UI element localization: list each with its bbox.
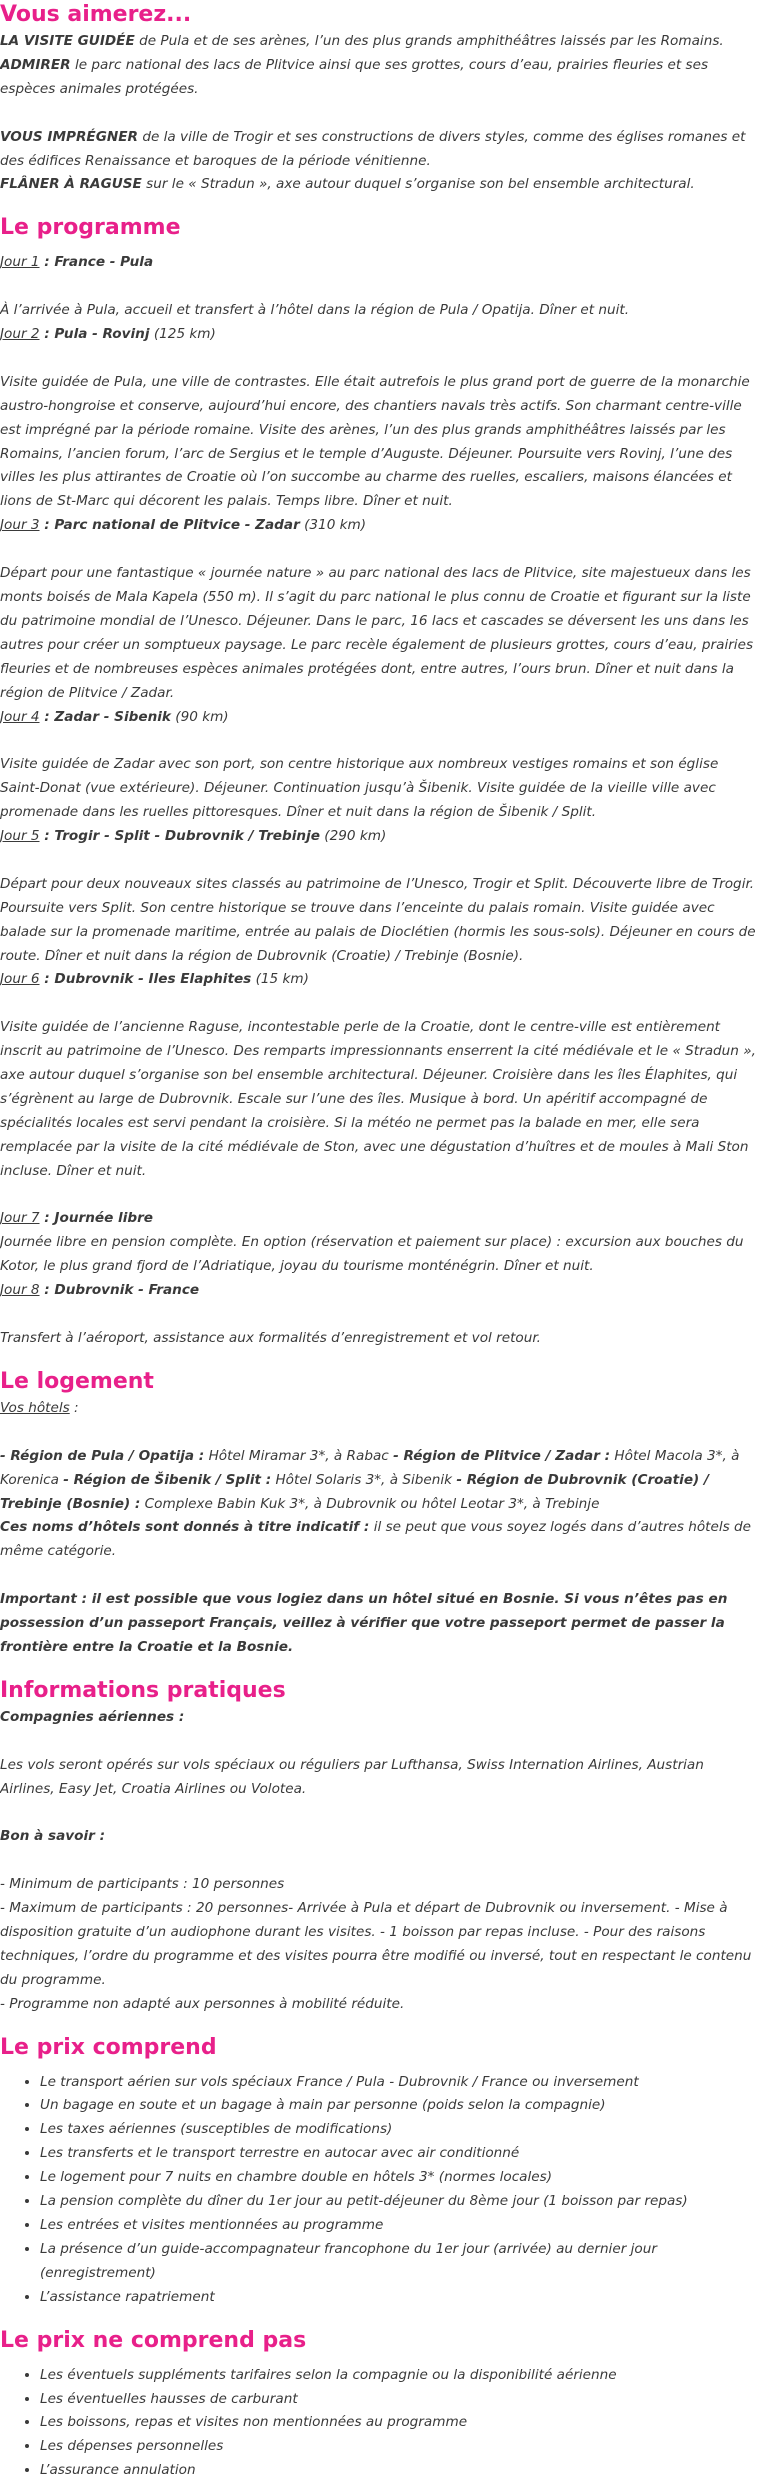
- day-text: Transfert à l’aéroport, assistance aux formalités d’enregistrement et vol retour.: [0, 1329, 541, 1346]
- day-text: Départ pour une fantastique « journée nature » au parc national des lacs de Plitvice, site majestueux dans les monts boisés de Mala Kapela (550 m). Il s’agit du parc national le plus connu de Croatie et figurant sur la liste du patrimoine mondial de l’Unesco. Déjeuner. Dans le parc, 16 lacs et cascades se déversent les uns dans les autres pour créer un somptueux paysage. Le parc recèle également de plusieurs grottes, cours d’eau, prairies fleuries et de nombreuses espèces animales protégées dont, entre autres, l’ours brun. Dîner et nuit dans la région de Plitvice / Zadar.: [0, 565, 754, 701]
- section-programme: [0, 213, 758, 1351]
- section-title-programme: Le programme: [0, 215, 181, 241]
- list-item: • La pension complète du dîner du 1er jour au petit-déjeuner du 8ème jour (1 boisson par repas): [40, 2190, 758, 2214]
- hotels-note: Ces noms d’hôtels sont donnés à titre indicatif : il se peut que vous soyez logés dans d’autres hôtels de même catégorie.: [0, 1519, 752, 1560]
- list-item: • Un bagage en soute et un bagage à main par personne (poids selon la compagnie): [40, 2094, 758, 2118]
- paragraph-flaner: FLÂNER À RAGUSE sur le « Stradun », axe autour duquel s’organise son bel ensemble architectural.: [0, 176, 695, 193]
- day-text: Visite guidée de Zadar avec son port, son centre historique aux nombreux vestiges romains et son église Saint-Donat (vue extérieure). Déjeuner. Continuation jusqu’à Šibenik. Visite guidée de la vieille ville avec promenade dans les ruelles pittoresques. Dîner et nuit dans la région de Šibenik / Split.: [0, 756, 719, 821]
- paragraph-admirer: ADMIRER le parc national des lacs de Plitvice ainsi que ses grottes, cours d’eau, prairies fleuries et ses espèces animales protégées.: [0, 56, 709, 97]
- list-item: • Les éventuelles hausses de carburant: [40, 2388, 758, 2412]
- day-text: Journée libre en pension complète. En option (réservation et paiement sur place) : excursion aux bouches du Kotor, le plus grand fjord de l’Adriatique, joyau du tourisme monténégrin. Dîner et nuit.: [0, 1234, 744, 1275]
- day-title: Pula - Rovinj: [54, 326, 150, 343]
- day-label: Jour 6: [0, 971, 40, 988]
- list-item: • Le logement pour 7 nuits en chambre double en hôtels 3* (normes locales): [40, 2166, 758, 2190]
- day-title: Dubrovnik - France: [54, 1282, 200, 1299]
- list-item: • Les dépenses personnelles: [40, 2435, 758, 2459]
- bon-a-savoir-label: Bon à savoir :: [0, 1828, 106, 1845]
- list-item: • Les éventuels suppléments tarifaires selon la compagnie ou la disponibilité aérienne: [40, 2364, 758, 2388]
- section-prix-ne-comprend-pas: [0, 2326, 758, 2483]
- day-heading: Jour 2 : Pula - Rovinj (125 km): [0, 326, 216, 343]
- day-heading: Jour 4 : Zadar - Sibenik (90 km): [0, 708, 229, 725]
- section-title-prix-ne-comprend-pas: Le prix ne comprend pas: [0, 2327, 307, 2353]
- list-item: • Les boissons, repas et visites non mentionnées au programme: [40, 2411, 758, 2435]
- list-item: • La présence d’un guide-accompagnateur francophone du 1er jour (arrivée) au dernier jour (enregistrement): [40, 2238, 758, 2286]
- list-item: • Les transferts et le transport terrestre en autocar avec air conditionné: [40, 2142, 758, 2166]
- day-label: Jour 4: [0, 708, 40, 725]
- day-label: Jour 5: [0, 828, 40, 845]
- day-label: Jour 2: [0, 326, 40, 343]
- section-title-prix-comprend: Le prix comprend: [0, 2034, 217, 2060]
- day-text: Visite guidée de l’ancienne Raguse, incontestable perle de la Croatie, dont le centre-ville est entièrement inscrit au patrimoine de l’Unesco. Des remparts impressionnants enserrent la cité médiévale et le « Stradun », axe autour duquel s’organise son bel ensemble architectural. Déjeuner. Croisière dans les îles Élaphites, qui s’égrènent au large de Dubrovnik. Escale sur l’une des îles. Musique à bord. Un apéritif accompagné de spécialités locales est servi pendant la croisière. Si la météo ne permet pas la balade en mer, elle sera remplacée par la visite de la cité médiévale de Ston, avec une dégustation d’huîtres et de moules à Mali Ston incluse. Dîner et nuit.: [0, 1019, 756, 1179]
- bon-a-savoir-line: - Minimum de participants : 10 personnes: [0, 1876, 285, 1893]
- prix-comprend-list: [0, 2071, 758, 2310]
- bon-a-savoir-line: - Maximum de participants : 20 personnes- Arrivée à Pula et départ de Dubrovnik ou inversement. - Mise à disposition gratuite d’un audiophone durant les visites. - 1 boisson par repas incluse. - Pour des raisons techniques, l’ordre du programme et des visites pourra être modifié ou inversé, tout en respectant le contenu du programme.: [0, 1900, 752, 1988]
- day-heading: Jour 7 : Journée libre: [0, 1210, 154, 1227]
- day-label: Jour 7: [0, 1210, 40, 1227]
- compagnies-label: Compagnies aériennes :: [0, 1708, 185, 1725]
- list-item: • L’assurance annulation: [40, 2459, 758, 2483]
- day-title: Dubrovnik - Iles Elaphites: [54, 971, 252, 988]
- day-label: Jour 3: [0, 517, 40, 534]
- day-heading: Jour 6 : Dubrovnik - Iles Elaphites (15 km): [0, 971, 309, 988]
- day-heading: Jour 5 : Trogir - Split - Dubrovnik / Trebinje (290 km): [0, 828, 387, 845]
- paragraph-vous-impregner: VOUS IMPRÉGNER de la ville de Trogir et ses constructions de divers styles, comme des églises romanes et des édifices Renaissance et baroques de la période vénitienne.: [0, 128, 746, 169]
- day-title: Trogir - Split - Dubrovnik / Trebinje: [54, 828, 320, 845]
- day-label: Jour 1: [0, 254, 40, 271]
- day-title: Parc national de Plitvice - Zadar: [54, 517, 300, 534]
- bon-a-savoir-line: - Programme non adapté aux personnes à mobilité réduite.: [0, 1995, 405, 2012]
- list-item: • Les entrées et visites mentionnées au programme: [40, 2214, 758, 2238]
- vos-hotels-heading: Vos hôtels :: [0, 1399, 79, 1416]
- section-title-vous-aimerez: Vous aimerez...: [0, 2, 192, 27]
- day-label: Jour 8: [0, 1282, 40, 1299]
- important-note: Important : il est possible que vous logiez dans un hôtel situé en Bosnie. Si vous n’êtes pas en possession d’un passeport Français, veillez à vérifier que votre passeport permet de passer la frontière entre la Croatie et la Bosnie.: [0, 1591, 728, 1655]
- compagnies-text: Les vols seront opérés sur vols spéciaux ou réguliers par Lufthansa, Swiss Internation Airlines, Austrian Airlines, Easy Jet, Croatia Airlines ou Volotea.: [0, 1756, 704, 1797]
- list-item: • Les taxes aériennes (susceptibles de modifications): [40, 2118, 758, 2142]
- section-title-informations: Informations pratiques: [0, 1677, 286, 1703]
- day-text: À l’arrivée à Pula, accueil et transfert à l’hôtel dans la région de Pula / Opatija. Dîner et nuit.: [0, 302, 630, 319]
- section-logement: [0, 1367, 758, 1660]
- day-title: Zadar - Sibenik: [54, 708, 171, 725]
- day-title: Journée libre: [54, 1210, 154, 1227]
- paragraph-visite-guidee: LA VISITE GUIDÉE de Pula et de ses arènes, l’un des plus grands amphithéâtres laissés par les Romains.: [0, 33, 724, 49]
- section-prix-comprend: [0, 2033, 758, 2310]
- section-vous-aimerez: [0, 0, 758, 197]
- day-heading: Jour 8 : Dubrovnik - France: [0, 1282, 200, 1299]
- list-item: • Le transport aérien sur vols spéciaux France / Pula - Dubrovnik / France ou inversement: [40, 2071, 758, 2095]
- day-title: France - Pula: [54, 254, 154, 271]
- section-informations-pratiques: [0, 1676, 758, 2017]
- list-item: • L’assistance rapatriement: [40, 2286, 758, 2310]
- day-heading: Jour 3 : Parc national de Plitvice - Zadar (310 km): [0, 517, 367, 534]
- day-heading: Jour 1 : France - Pula: [0, 254, 154, 271]
- section-title-logement: Le logement: [0, 1368, 154, 1394]
- day-text: Visite guidée de Pula, une ville de contrastes. Elle était autrefois le plus grand port de guerre de la monarchie austro-hongroise et conserve, aujourd’hui encore, des chantiers navals très actifs. Son charmant centre-ville est imprégné par la période romaine. Visite des arènes, l’un des plus grands amphithéâtres laissés par les Romains, l’ancien forum, l’arc de Sergius et le temple d’Auguste. Déjeuner. Poursuite vers Rovinj, l’une des villes les plus attirantes de Croatie où l’on succombe au charme des ruelles, escaliers, maisons élancées et lions de St-Marc qui décorent les palais. Temps libre. Dîner et nuit.: [0, 373, 750, 510]
- day-text: Départ pour deux nouveaux sites classés au patrimoine de l’Unesco, Trogir et Split. Découverte libre de Trogir. Poursuite vers Split. Son centre historique se trouve dans l’enceinte du palais romain. Visite guidée avec balade sur la promenade maritime, entrée au palais de Dioclétien (hormis les sous-sols). Déjeuner en cours de route. Dîner et nuit dans la région de Dubrovnik (Croatie) / Trebinje (Bosnie).: [0, 875, 756, 964]
- hotels-list: - Région de Pula / Opatija : Hôtel Miramar 3*, à Rabac - Région de Plitvice / Zadar : Hôtel Macola 3*, à Korenica - Région de Šibenik / Split : Hôtel Solaris 3*, à Sibenik - Région de Dubrovnik (Croatie) / Trebinje (Bosnie) : Complexe Babin Kuk 3*, à Dubrovnik ou hôtel Leotar 3*, à Trebinje: [0, 1447, 740, 1512]
- prix-ne-comprend-list: [0, 2364, 758, 2483]
